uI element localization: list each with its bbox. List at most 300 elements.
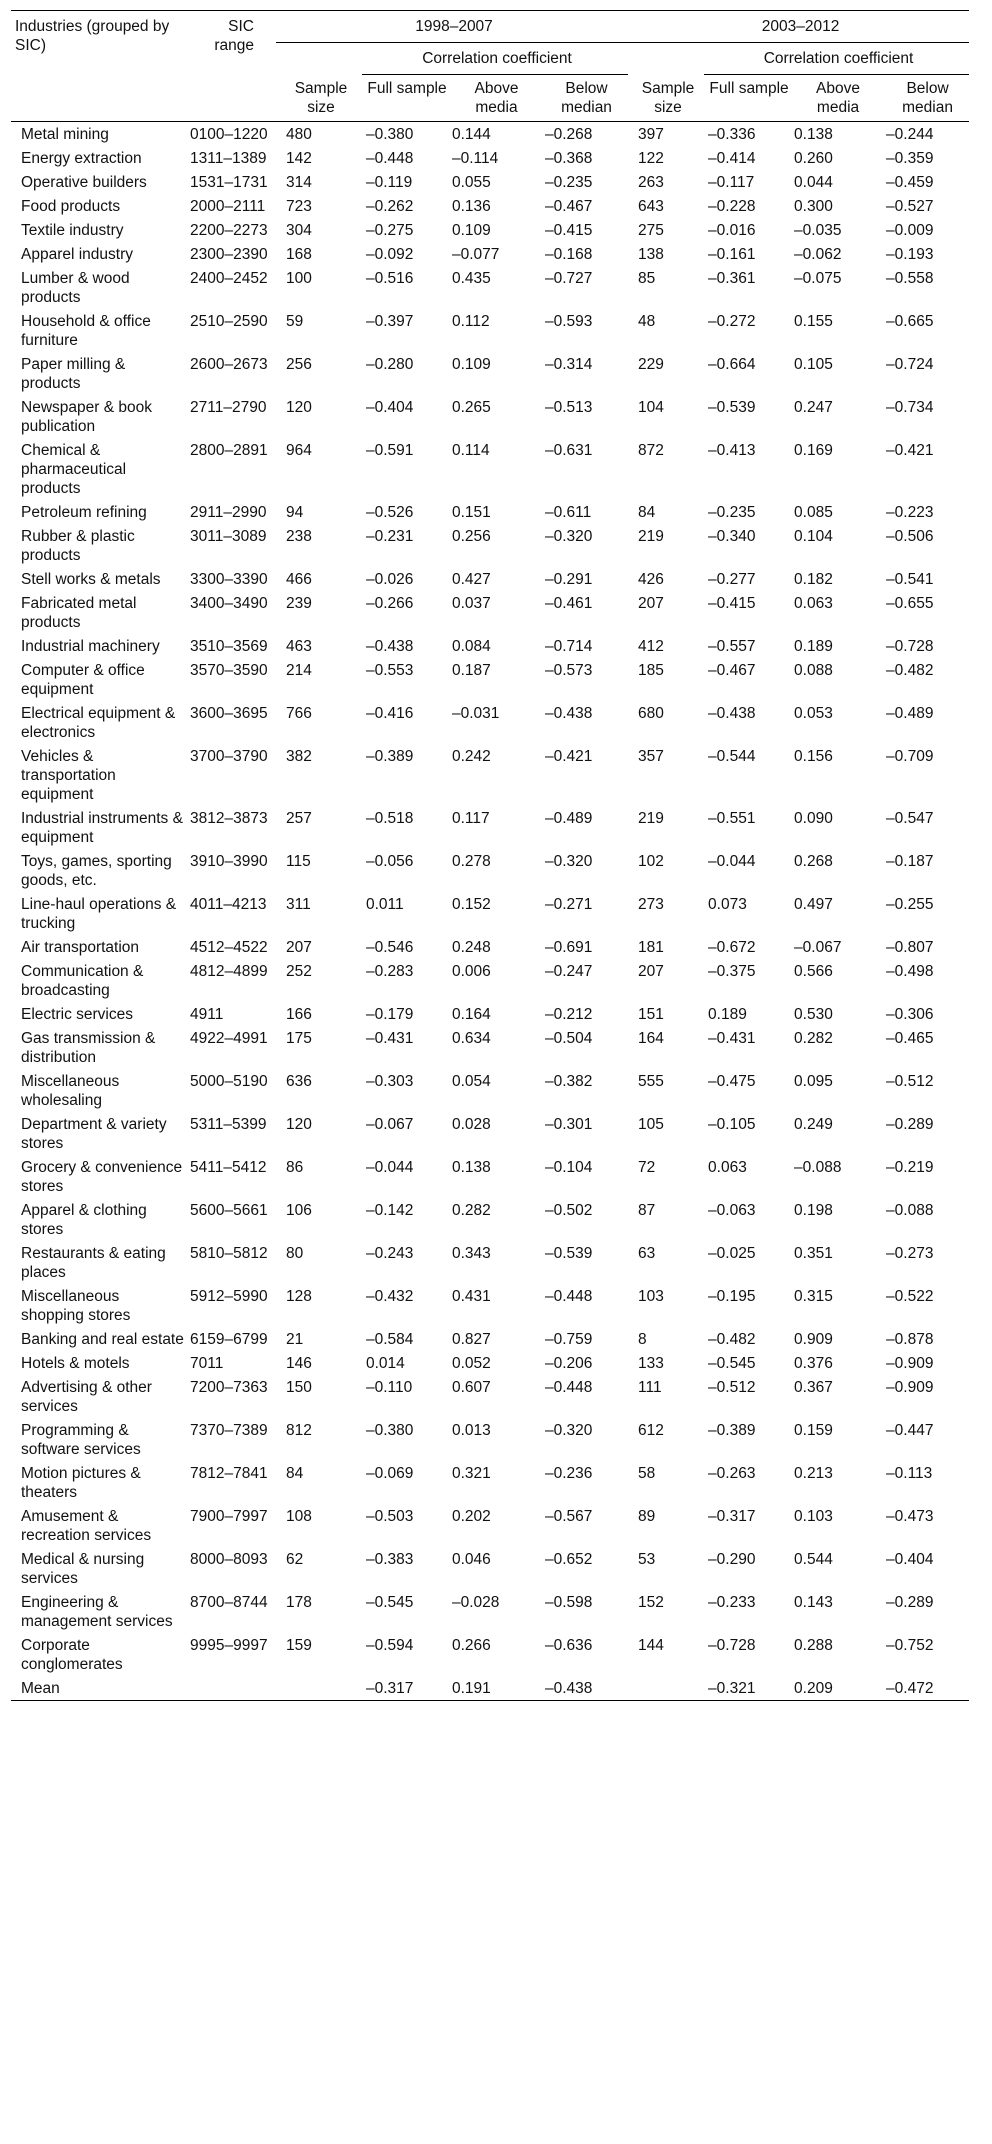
value-cell: –0.545 xyxy=(366,1594,414,1611)
value-cell: –0.503 xyxy=(366,1508,414,1525)
value-cell: 0.209 xyxy=(794,1680,833,1697)
value-cell: –0.291 xyxy=(545,571,593,588)
sic-range-cell: 8700–8744 xyxy=(190,1594,268,1611)
value-cell: 0.114 xyxy=(452,442,490,459)
value-cell: –0.527 xyxy=(886,198,934,215)
value-cell: 0.155 xyxy=(794,313,833,330)
value-cell: 214 xyxy=(286,662,312,679)
sic-range-cell: 2510–2590 xyxy=(190,313,268,330)
value-cell: 0.169 xyxy=(794,442,833,459)
value-cell: –0.035 xyxy=(794,222,842,239)
value-cell: 108 xyxy=(286,1508,312,1525)
value-cell: 102 xyxy=(638,853,664,870)
value-cell: 0.367 xyxy=(794,1379,833,1396)
sic-range-cell: 3600–3695 xyxy=(190,705,268,722)
value-cell: 0.085 xyxy=(794,504,833,521)
value-cell: –0.212 xyxy=(545,1006,593,1023)
table-row xyxy=(11,438,969,500)
sic-range-cell: 4512–4522 xyxy=(190,939,268,956)
value-cell: 239 xyxy=(286,595,312,612)
value-cell: –0.262 xyxy=(366,198,414,215)
value-cell: –0.415 xyxy=(708,595,756,612)
value-cell: –0.382 xyxy=(545,1073,593,1090)
value-cell: –0.438 xyxy=(708,705,756,722)
value-cell: –0.062 xyxy=(794,246,842,263)
value-cell: 0.136 xyxy=(452,198,491,215)
value-cell: –0.104 xyxy=(545,1159,593,1176)
value-cell: 0.187 xyxy=(452,662,491,679)
table-row xyxy=(11,352,969,395)
value-cell: 219 xyxy=(638,810,664,827)
value-cell: –0.504 xyxy=(545,1030,593,1047)
sic-range-cell: 8000–8093 xyxy=(190,1551,268,1568)
value-cell: 238 xyxy=(286,528,312,545)
table-row xyxy=(11,146,969,170)
value-cell: 263 xyxy=(638,174,664,191)
industry-cell: Medical & nursing services xyxy=(21,1551,145,1587)
table-row xyxy=(11,1351,969,1375)
value-cell: –0.584 xyxy=(366,1331,414,1348)
value-cell: –0.655 xyxy=(886,595,934,612)
sic-range-cell: 2911–2990 xyxy=(190,504,267,521)
value-cell: –0.026 xyxy=(366,571,414,588)
value-cell: –0.431 xyxy=(708,1030,756,1047)
value-cell: –0.593 xyxy=(545,313,593,330)
value-cell: –0.591 xyxy=(366,442,414,459)
value-cell: –0.009 xyxy=(886,222,934,239)
value-cell: –0.728 xyxy=(708,1637,756,1654)
sic-range-cell: 9995–9997 xyxy=(190,1637,268,1654)
value-cell: –0.541 xyxy=(886,571,934,588)
value-cell: –0.223 xyxy=(886,504,934,521)
value-cell: –0.691 xyxy=(545,939,593,956)
value-cell: –0.432 xyxy=(366,1288,414,1305)
value-cell: –0.119 xyxy=(366,174,413,191)
industry-cell: Petroleum refining xyxy=(21,504,147,521)
industry-cell: Industrial instruments & equipment xyxy=(21,810,183,846)
value-cell: 229 xyxy=(638,356,664,373)
value-cell: 0.104 xyxy=(794,528,833,545)
value-cell: –0.268 xyxy=(545,126,593,143)
value-cell: –0.482 xyxy=(886,662,934,679)
value-cell: –0.413 xyxy=(708,442,756,459)
value-cell: 63 xyxy=(638,1245,656,1262)
value-cell: 0.376 xyxy=(794,1355,833,1372)
value-cell: 58 xyxy=(638,1465,656,1482)
value-cell: 0.427 xyxy=(452,571,491,588)
value-cell: –0.598 xyxy=(545,1594,593,1611)
value-cell: –0.340 xyxy=(708,528,756,545)
sic-range-cell: 3300–3390 xyxy=(190,571,268,588)
industry-cell: Fabricated metal products xyxy=(21,595,137,631)
value-cell: –0.067 xyxy=(366,1116,414,1133)
value-cell: 357 xyxy=(638,748,664,765)
value-cell: 0.544 xyxy=(794,1551,833,1568)
value-cell: 0.909 xyxy=(794,1331,833,1348)
industry-cell: Electric services xyxy=(21,1006,133,1023)
value-cell: –0.236 xyxy=(545,1465,593,1482)
value-cell: 84 xyxy=(638,504,656,521)
value-cell: –0.807 xyxy=(886,939,934,956)
value-cell: –0.522 xyxy=(886,1288,934,1305)
industry-cell: Hotels & motels xyxy=(21,1355,130,1372)
value-cell: 166 xyxy=(286,1006,312,1023)
sic-range-cell: 3910–3990 xyxy=(190,853,268,870)
value-cell: –0.506 xyxy=(886,528,934,545)
value-cell: 480 xyxy=(286,126,312,143)
value-cell: 0.530 xyxy=(794,1006,833,1023)
sic-range-cell: 2600–2673 xyxy=(190,356,268,373)
value-cell: –0.168 xyxy=(545,246,593,263)
sic-range-cell: 7370–7389 xyxy=(190,1422,268,1439)
value-cell: 412 xyxy=(638,638,664,655)
value-cell: –0.105 xyxy=(708,1116,756,1133)
industry-cell: Line-haul operations & trucking xyxy=(21,896,177,932)
value-cell: –0.539 xyxy=(545,1245,593,1262)
value-cell: 382 xyxy=(286,748,312,765)
value-cell: –0.289 xyxy=(886,1594,934,1611)
header-full-sample-1: Full sample xyxy=(367,80,447,97)
value-cell: –0.518 xyxy=(366,810,414,827)
value-cell: 0.288 xyxy=(794,1637,833,1654)
value-cell: 612 xyxy=(638,1422,664,1439)
value-cell: 0.037 xyxy=(452,595,491,612)
value-cell: –0.187 xyxy=(886,853,934,870)
value-cell: –0.438 xyxy=(545,705,593,722)
value-cell: –0.759 xyxy=(545,1331,593,1348)
value-cell: 89 xyxy=(638,1508,656,1525)
value-cell: 0.248 xyxy=(452,939,491,956)
value-cell: –0.489 xyxy=(886,705,934,722)
value-cell: –0.243 xyxy=(366,1245,414,1262)
value-cell: –0.272 xyxy=(708,313,756,330)
value-cell: 812 xyxy=(286,1422,312,1439)
industry-cell: Household & office furniture xyxy=(21,313,151,349)
value-cell: –0.044 xyxy=(366,1159,414,1176)
value-cell: –0.447 xyxy=(886,1422,934,1439)
industry-cell: Apparel industry xyxy=(21,246,134,263)
value-cell: 175 xyxy=(286,1030,312,1047)
sic-range-cell: 5810–5812 xyxy=(190,1245,268,1262)
sic-range-cell: 2800–2891 xyxy=(190,442,268,459)
industry-cell: Newspaper & book publication xyxy=(21,399,152,435)
value-cell: –0.263 xyxy=(708,1465,756,1482)
table-row xyxy=(11,1676,969,1701)
value-cell: 0.090 xyxy=(794,810,833,827)
value-cell: –0.652 xyxy=(545,1551,593,1568)
value-cell: –0.546 xyxy=(366,939,414,956)
value-cell: –0.539 xyxy=(708,399,756,416)
value-cell: 0.265 xyxy=(452,399,491,416)
value-cell: 304 xyxy=(286,222,312,239)
value-cell: 62 xyxy=(286,1551,304,1568)
value-cell: 256 xyxy=(286,356,312,373)
table-row xyxy=(11,701,969,744)
value-cell: 397 xyxy=(638,126,664,143)
value-cell: 53 xyxy=(638,1551,656,1568)
header-correlation-1: Correlation coefficient xyxy=(362,43,628,75)
sic-range-cell: 4011–4213 xyxy=(190,896,267,913)
value-cell: 0.282 xyxy=(794,1030,833,1047)
value-cell: 138 xyxy=(638,246,664,263)
sic-range-cell: 7900–7997 xyxy=(190,1508,268,1525)
value-cell: 133 xyxy=(638,1355,664,1372)
value-cell: 146 xyxy=(286,1355,312,1372)
value-cell: –0.317 xyxy=(708,1508,756,1525)
value-cell: 207 xyxy=(638,963,664,980)
sic-range-cell: 4922–4991 xyxy=(190,1030,268,1047)
value-cell: –0.909 xyxy=(886,1379,934,1396)
value-cell: –0.361 xyxy=(708,270,756,287)
value-cell: –0.179 xyxy=(366,1006,414,1023)
industry-cell: Banking and real estate xyxy=(21,1331,184,1348)
value-cell: 8 xyxy=(638,1331,647,1348)
value-cell: 0.315 xyxy=(794,1288,833,1305)
table-row xyxy=(11,1241,969,1284)
value-cell: –0.461 xyxy=(545,595,593,612)
value-cell: –0.088 xyxy=(794,1159,842,1176)
value-cell: –0.502 xyxy=(545,1202,593,1219)
value-cell: –0.016 xyxy=(708,222,756,239)
value-cell: –0.375 xyxy=(708,963,756,980)
value-cell: 0.028 xyxy=(452,1116,491,1133)
table-row xyxy=(11,1375,969,1418)
value-cell: –0.235 xyxy=(545,174,593,191)
value-cell: 0.278 xyxy=(452,853,491,870)
value-cell: 48 xyxy=(638,313,656,330)
sic-range-cell: 5000–5190 xyxy=(190,1073,268,1090)
value-cell: 178 xyxy=(286,1594,312,1611)
value-cell: 0.431 xyxy=(452,1288,491,1305)
value-cell: 151 xyxy=(638,1006,664,1023)
value-cell: 872 xyxy=(638,442,664,459)
industry-cell: Department & variety stores xyxy=(21,1116,167,1152)
industry-cell: Corporate conglomerates xyxy=(21,1637,123,1673)
value-cell: 636 xyxy=(286,1073,312,1090)
value-cell: 0.256 xyxy=(452,528,491,545)
value-cell: –0.724 xyxy=(886,356,934,373)
value-cell: 0.634 xyxy=(452,1030,491,1047)
value-cell: –0.489 xyxy=(545,810,593,827)
value-cell: –0.290 xyxy=(708,1551,756,1568)
industry-cell: Electrical equipment & electronics xyxy=(21,705,176,741)
value-cell: 0.138 xyxy=(452,1159,491,1176)
value-cell: 0.117 xyxy=(452,810,490,827)
sic-range-cell: 2300–2390 xyxy=(190,246,268,263)
industry-cell: Industrial machinery xyxy=(21,638,160,655)
value-cell: 0.300 xyxy=(794,198,833,215)
value-cell: –0.752 xyxy=(886,1637,934,1654)
value-cell: 0.054 xyxy=(452,1073,491,1090)
value-cell: –0.465 xyxy=(886,1030,934,1047)
correlation-table xyxy=(11,10,969,1701)
sic-range-cell: 3400–3490 xyxy=(190,595,268,612)
value-cell: –0.475 xyxy=(708,1073,756,1090)
table-row xyxy=(11,1504,969,1547)
industry-cell: Chemical & pharmaceutical products xyxy=(21,442,127,497)
value-cell: 100 xyxy=(286,270,312,287)
value-cell xyxy=(628,1676,704,1701)
value-cell: –0.219 xyxy=(886,1159,934,1176)
sic-range-cell: 5600–5661 xyxy=(190,1202,268,1219)
value-cell: 0.282 xyxy=(452,1202,491,1219)
value-cell: –0.567 xyxy=(545,1508,593,1525)
value-cell: –0.028 xyxy=(452,1594,500,1611)
value-cell: –0.359 xyxy=(886,150,934,167)
value-cell: –0.727 xyxy=(545,270,593,287)
value-cell: 0.144 xyxy=(452,126,491,143)
value-cell: 159 xyxy=(286,1637,312,1654)
value-cell: –0.280 xyxy=(366,356,414,373)
industry-cell: Amusement & recreation services xyxy=(21,1508,152,1544)
value-cell: –0.025 xyxy=(708,1245,756,1262)
value-cell: –0.545 xyxy=(708,1355,756,1372)
value-cell: 0.242 xyxy=(452,748,491,765)
value-cell: 273 xyxy=(638,896,664,913)
value-cell: –0.459 xyxy=(886,174,934,191)
industry-cell: Textile industry xyxy=(21,222,124,239)
value-cell: 115 xyxy=(286,853,311,870)
table-row xyxy=(11,266,969,309)
value-cell: –0.320 xyxy=(545,1422,593,1439)
table-row xyxy=(11,892,969,935)
value-cell: 105 xyxy=(638,1116,664,1133)
industry-cell: Miscellaneous shopping stores xyxy=(21,1288,131,1324)
sic-range-cell: 5912–5990 xyxy=(190,1288,268,1305)
table-row xyxy=(11,591,969,634)
table-row xyxy=(11,1547,969,1590)
value-cell: –0.233 xyxy=(708,1594,756,1611)
value-cell: 0.566 xyxy=(794,963,833,980)
value-cell: –0.273 xyxy=(886,1245,934,1262)
value-cell xyxy=(276,1676,362,1701)
table-row xyxy=(11,1198,969,1241)
value-cell: 0.159 xyxy=(794,1422,833,1439)
value-cell: –0.438 xyxy=(366,638,414,655)
sic-range-cell xyxy=(186,1676,276,1701)
value-cell: –0.069 xyxy=(366,1465,414,1482)
value-cell: –0.631 xyxy=(545,442,593,459)
industry-cell: Communication & broadcasting xyxy=(21,963,144,999)
industry-cell: Stell works & metals xyxy=(21,571,161,588)
value-cell: –0.415 xyxy=(545,222,593,239)
value-cell: –0.734 xyxy=(886,399,934,416)
header-industry: Industries (grouped by SIC) xyxy=(11,11,186,122)
value-cell: 144 xyxy=(638,1637,664,1654)
value-cell: –0.231 xyxy=(366,528,414,545)
sic-range-cell: 2400–2452 xyxy=(190,270,268,287)
value-cell: 643 xyxy=(638,198,664,215)
industry-cell: Motion pictures & theaters xyxy=(21,1465,141,1501)
value-cell: 0.109 xyxy=(452,222,491,239)
header-below-median-1: Below median xyxy=(561,80,612,116)
value-cell: 59 xyxy=(286,313,304,330)
industry-cell: Lumber & wood products xyxy=(21,270,130,306)
header-period-1998-2007: 1998–2007 xyxy=(276,11,628,43)
table-row xyxy=(11,1112,969,1155)
value-cell: –0.672 xyxy=(708,939,756,956)
value-cell: 152 xyxy=(638,1594,664,1611)
value-cell: –0.512 xyxy=(708,1379,756,1396)
value-cell: 0.055 xyxy=(452,174,491,191)
industry-cell: Vehicles & transportation equipment xyxy=(21,748,116,803)
value-cell: 0.321 xyxy=(452,1465,491,1482)
sic-range-cell: 3700–3790 xyxy=(190,748,268,765)
value-cell: 0.202 xyxy=(452,1508,491,1525)
value-cell: 181 xyxy=(638,939,664,956)
value-cell: –0.544 xyxy=(708,748,756,765)
industry-cell: Miscellaneous wholesaling xyxy=(21,1073,120,1109)
value-cell: 0.607 xyxy=(452,1379,491,1396)
sic-range-cell: 7200–7363 xyxy=(190,1379,268,1396)
value-cell: 766 xyxy=(286,705,312,722)
value-cell: 0.105 xyxy=(794,356,833,373)
value-cell: 0.063 xyxy=(708,1159,747,1176)
value-cell: 0.435 xyxy=(452,270,491,287)
value-cell: –0.414 xyxy=(708,150,756,167)
value-cell: –0.467 xyxy=(708,662,756,679)
value-cell: –0.573 xyxy=(545,662,593,679)
value-cell: –0.283 xyxy=(366,963,414,980)
value-cell: –0.110 xyxy=(366,1379,413,1396)
value-cell: 0.109 xyxy=(452,356,491,373)
header-above-media-1: Above media xyxy=(474,80,519,116)
value-cell: 314 xyxy=(286,174,312,191)
value-cell: –0.075 xyxy=(794,270,842,287)
value-cell: 555 xyxy=(638,1073,664,1090)
value-cell: –0.244 xyxy=(886,126,934,143)
value-cell: –0.044 xyxy=(708,853,756,870)
value-cell: 0.063 xyxy=(794,595,833,612)
value-cell: –0.117 xyxy=(708,174,755,191)
value-cell: 311 xyxy=(286,896,311,913)
value-cell: –0.611 xyxy=(545,504,592,521)
value-cell: –0.404 xyxy=(366,399,414,416)
value-cell: 0.138 xyxy=(794,126,833,143)
value-cell: –0.448 xyxy=(545,1288,593,1305)
value-cell: –0.551 xyxy=(708,810,756,827)
value-cell: –0.558 xyxy=(886,270,934,287)
table-row xyxy=(11,1418,969,1461)
value-cell: 84 xyxy=(286,1465,304,1482)
value-cell: –0.289 xyxy=(886,1116,934,1133)
table-row xyxy=(11,170,969,194)
value-cell: –0.247 xyxy=(545,963,593,980)
value-cell: –0.516 xyxy=(366,270,414,287)
value-cell: –0.077 xyxy=(452,246,500,263)
industry-cell: Restaurants & eating places xyxy=(21,1245,166,1281)
table-row xyxy=(11,658,969,701)
value-cell: –0.526 xyxy=(366,504,414,521)
header-full-sample-2: Full sample xyxy=(709,80,789,97)
sic-range-cell: 3812–3873 xyxy=(190,810,268,827)
value-cell: –0.389 xyxy=(366,748,414,765)
value-cell: 0.343 xyxy=(452,1245,491,1262)
value-cell: 0.191 xyxy=(452,1680,491,1697)
industry-cell: Metal mining xyxy=(21,126,109,143)
value-cell: –0.113 xyxy=(886,1465,933,1482)
value-cell: –0.206 xyxy=(545,1355,593,1372)
table-row xyxy=(11,1284,969,1327)
sic-range-cell: 7011 xyxy=(190,1355,224,1372)
value-cell: 257 xyxy=(286,810,312,827)
value-cell: –0.421 xyxy=(886,442,934,459)
value-cell: 0.011 xyxy=(366,896,404,913)
value-cell: –0.416 xyxy=(366,705,414,722)
value-cell: 128 xyxy=(286,1288,312,1305)
value-cell: –0.317 xyxy=(366,1680,414,1697)
table-row xyxy=(11,194,969,218)
